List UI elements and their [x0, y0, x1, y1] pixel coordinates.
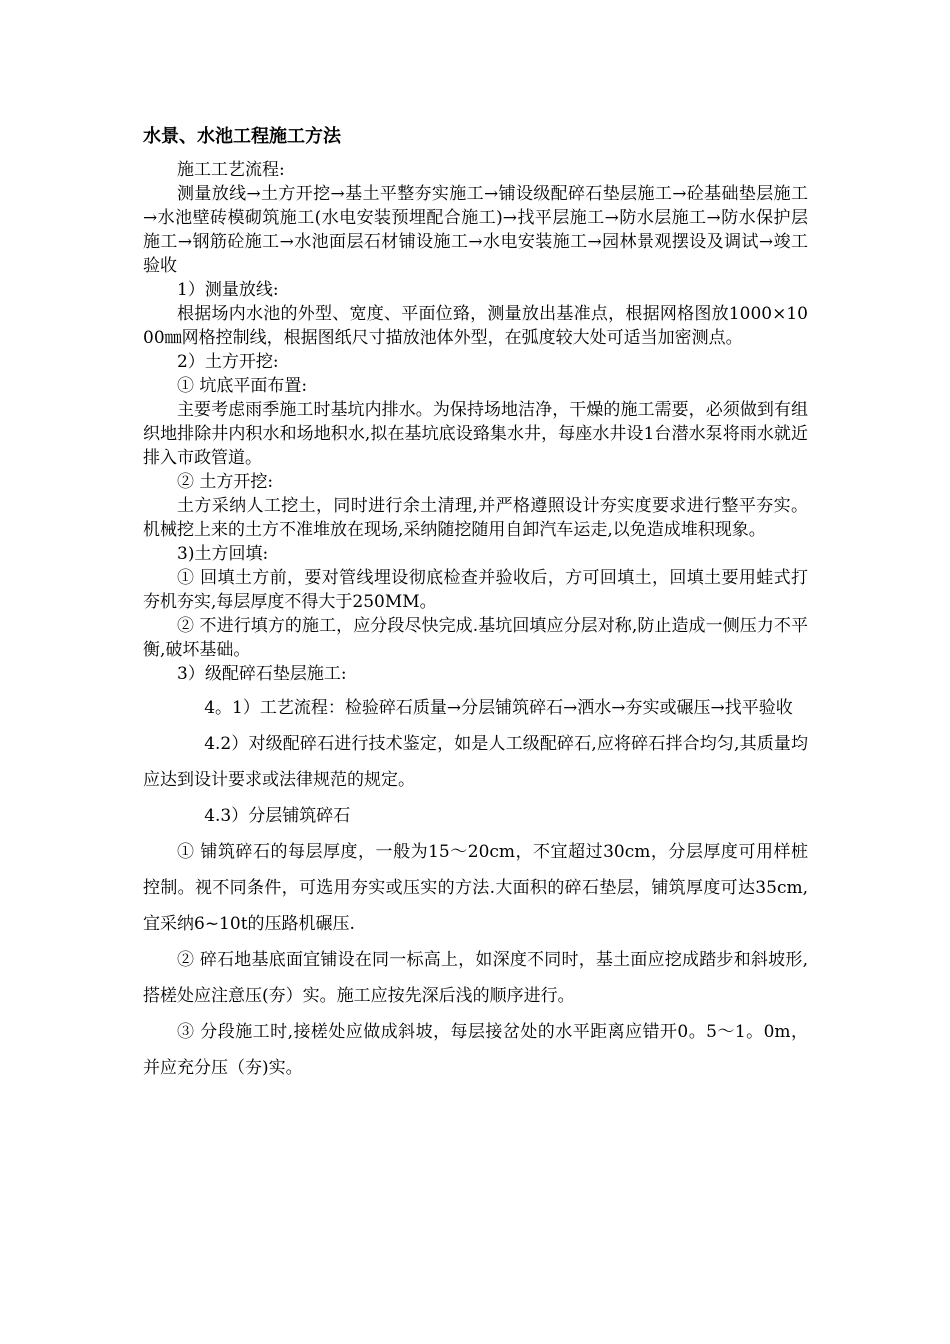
paragraph-pit-layout-heading: ① 坑底平面布置: — [177, 376, 308, 396]
paragraph-survey-text: 根据场内水池的外型、宽度、平面位臵，测量放出基准点，根据网格图放1000×1000㎜网格控制线，根据图纸尺寸描放池体外型，在弧度较大处可适当加密测点。 — [143, 304, 808, 348]
paragraph-backfill-item-2: ② 不进行填方的施工，应分段尽快完成.基坑回填应分层对称,防止造成一侧压力不平衡,破坏基础。 — [143, 616, 808, 660]
paragraph-backfill-item-1: ① 回填土方前，要对管线埋设彻底检查并验收后，方可回填土，回填土要用蛙式打夯机夯实,每层厚度不得大于250MM。 — [143, 568, 808, 612]
paragraph-gravel-appraisal: 4.2）对级配碎石进行技术鉴定，如是人工级配碎石,应将碎石拌合均匀,其质量均应达到设计要求或法律规范的规定。 — [143, 734, 808, 790]
document-title: 水景、水池工程施工方法 — [143, 126, 341, 147]
paragraph-gravel-layer-thickness: ① 铺筑碎石的每层厚度，一般为15～20cm，不宜超过30cm，分层厚度可用样桩控制。视不同条件，可选用夯实或压实的方法.大面积的碎石垫层，铺筑厚度可达35cm,宜采纳6~10t的压路机碾压. — [143, 842, 808, 934]
paragraph-excavation-heading: 2）土方开挖: — [177, 352, 279, 372]
paragraph-process-heading: 施工工艺流程: — [177, 160, 285, 180]
paragraph-survey-heading: 1）测量放线: — [177, 280, 279, 300]
paragraph-earthwork-text: 土方采纳人工挖土，同时进行余土清理,并严格遵照设计夯实度要求进行整平夯实。机械挖上来的土方不准堆放在现场,采纳随挖随用自卸汽车运走,以免造成堆积现象。 — [143, 496, 808, 540]
paragraph-gravel-segment-joints: ③ 分段施工时,接槎处应做成斜坡，每层接岔处的水平距离应错开0。5～1。0m，并应充分压（夯)实。 — [143, 1022, 808, 1078]
paragraph-gravel-heading: 3）级配碎石垫层施工: — [177, 664, 347, 684]
paragraph-gravel-base-level: ② 碎石地基底面宜铺设在同一标高上，如深度不同时，基土面应挖成踏步和斜坡形,搭槎处应注意压(夯）实。施工应按先深后浅的顺序进行。 — [143, 950, 808, 1006]
paragraph-gravel-process: 4。1）工艺流程：检验碎石质量→分层铺筑碎石→洒水→夯实或碾压→找平验收 — [204, 698, 793, 718]
document-body — [143, 158, 808, 1086]
paragraph-pit-layout-text: 主要考虑雨季施工时基坑内排水。为保持场地洁净，干燥的施工需要，必须做到有组织地排除井内积水和场地积水,拟在基坑底设臵集水井，每座水井设1台潜水泵将雨水就近排入市政管道。 — [143, 400, 808, 468]
paragraph-gravel-layering-heading: 4.3）分层铺筑碎石 — [204, 806, 351, 826]
paragraph-backfill-heading: 3)土方回填: — [177, 544, 269, 564]
paragraph-earthwork-heading: ② 土方开挖: — [177, 472, 274, 492]
paragraph-process-flow: 测量放线→土方开挖→基土平整夯实施工→铺设级配碎石垫层施工→砼基础垫层施工→水池壁砖模砌筑施工(水电安装预埋配合施工)→找平层施工→防水层施工→防水保护层施工→钢筋砼施工→水池面层石材铺设施工→水电安装施工→园林景观摆设及调试→竣工验收 — [143, 184, 808, 276]
